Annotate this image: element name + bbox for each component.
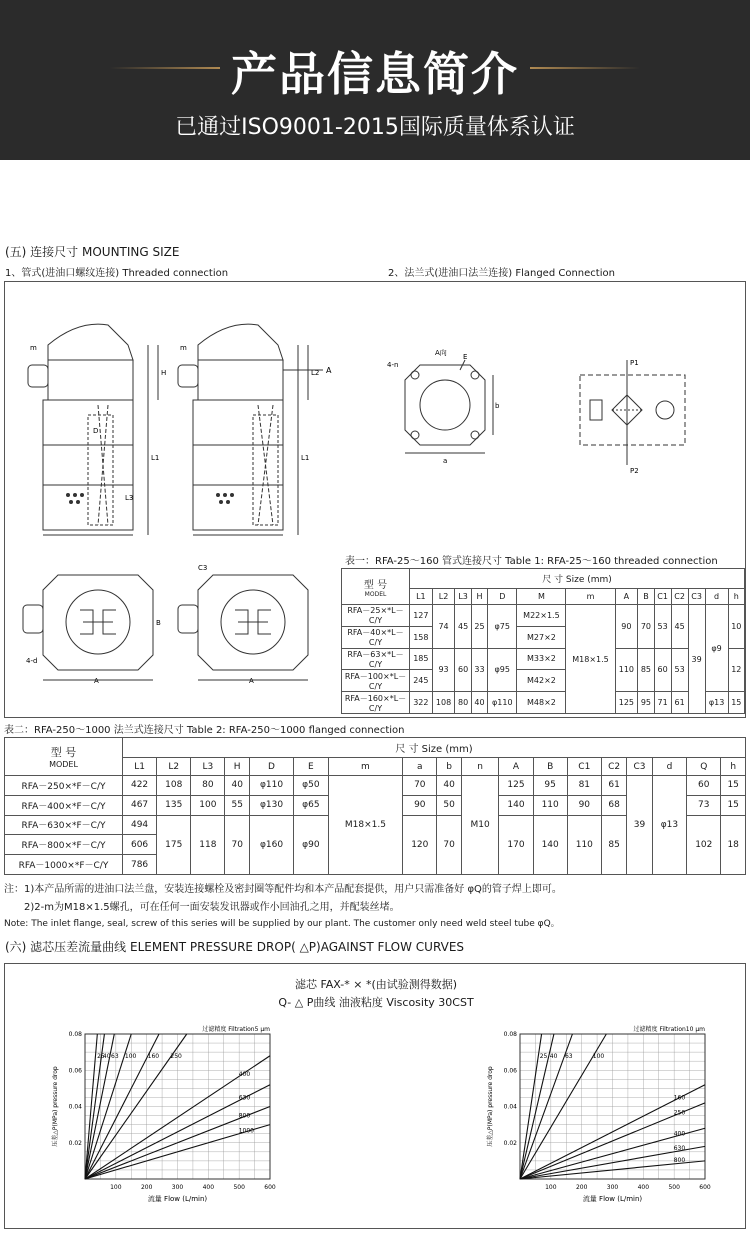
table-cell: 40: [471, 692, 487, 714]
table-row-model: RFA－100×*L－C/Y: [342, 670, 410, 692]
series-label-63: 63: [111, 1053, 119, 1061]
table-cell: M22×1.5: [517, 605, 566, 627]
table-cell: 100: [191, 795, 225, 815]
table-cell: M48×2: [517, 692, 566, 714]
label-a-arrow: A: [326, 366, 332, 375]
table-cell: φ65: [294, 795, 329, 815]
table-cell: 125: [499, 776, 533, 796]
table-row-model: RFA－1000×*F－C/Y: [5, 855, 123, 875]
table-cell: 70: [638, 605, 654, 649]
table2-col-A: A: [499, 758, 533, 776]
curve-title-2: Q- △ P曲线 油液粘度 Viscosity 30CST: [278, 996, 474, 1009]
table-cell: 73: [687, 795, 721, 815]
table-cell: 15: [728, 692, 744, 714]
table-cell: 170: [499, 815, 533, 874]
table-cell: 45: [671, 605, 688, 649]
table1-model-label: 型 号: [363, 579, 388, 591]
table1: [341, 568, 745, 714]
label-a-small: a: [443, 457, 448, 465]
table1-col-L1: L1: [410, 589, 433, 605]
label-a-view: A向: [435, 349, 447, 357]
table2-col-B: B: [533, 758, 567, 776]
banner-subtitle: 已通过ISO9001-2015国际质量体系认证: [175, 115, 575, 140]
table-row-model: RFA－160×*L－C/Y: [342, 692, 410, 714]
table2-col-L1: L1: [123, 758, 157, 776]
y-tick-label: 0.02: [503, 1139, 517, 1147]
y-tick-label: 0.08: [503, 1031, 517, 1038]
label-c3: C3: [198, 564, 208, 572]
table-cell: φ130: [249, 795, 293, 815]
curves-frame: [4, 963, 746, 1229]
note-2: 2)2-m为M18×1.5螺孔，可在任何一面安装发讯器或作小回油孔之用，并配装丝堵。: [24, 902, 400, 913]
label-l2-right: L2: [311, 369, 320, 377]
table1-model-header: [342, 569, 410, 605]
header-banner: [0, 0, 750, 160]
table-cell: 70: [437, 815, 461, 874]
table-cell: 95: [638, 692, 654, 714]
table-cell: 175: [157, 815, 191, 874]
series-label-25: 25: [97, 1053, 105, 1061]
table-cell: 606: [123, 835, 157, 855]
table2-col-a: a: [403, 758, 437, 776]
x-tick-label: 200: [140, 1184, 153, 1191]
x-axis-label: 流量 Flow (L/min): [147, 1195, 208, 1203]
table-cell: 786: [123, 855, 157, 875]
series-label-160: 160: [673, 1094, 686, 1102]
series-label-100: 100: [592, 1053, 605, 1061]
table-row-model: RFA－630×*F－C/Y: [5, 815, 123, 835]
x-tick-label: 400: [202, 1184, 215, 1191]
table-cell: φ90: [294, 815, 329, 874]
series-label-400: 400: [673, 1130, 686, 1138]
series-label-40: 40: [549, 1053, 558, 1061]
table2-model-label: 型 号: [50, 746, 77, 759]
table1-col-A: A: [615, 589, 638, 605]
table-row-model: RFA－400×*F－C/Y: [5, 795, 123, 815]
table-cell: 108: [432, 692, 455, 714]
x-tick-label: 300: [606, 1184, 619, 1191]
series-label-100: 100: [124, 1053, 137, 1061]
table-cell: 95: [533, 776, 567, 796]
x-tick-label: 500: [233, 1184, 245, 1191]
table-cell: 110: [567, 815, 601, 874]
table-cell: 25: [471, 605, 487, 649]
table-cell: 15: [721, 795, 746, 815]
table-cell: 12: [728, 648, 744, 692]
table1-col-h: h: [728, 589, 744, 605]
table-cell: 60: [455, 648, 471, 692]
table-cell: 85: [638, 648, 654, 692]
x-tick-label: 500: [668, 1184, 680, 1191]
table-cell: 55: [225, 795, 249, 815]
y-tick-label: 0.02: [68, 1139, 82, 1147]
table-cell: 90: [403, 795, 437, 815]
table-cell: φ110: [488, 692, 517, 714]
table1-col-m: m: [566, 589, 615, 605]
y-axis-label: 压差△P(MPa) pressure drop: [487, 1066, 494, 1147]
note-3: Note: The inlet flange, seal, screw of this series will be supplied by our plant. The customer only need weld steel tube φQ。: [4, 919, 560, 929]
table1-col-B: B: [638, 589, 654, 605]
table2-col-H: H: [225, 758, 249, 776]
table-cell: 70: [225, 815, 249, 874]
table2-col-Q: Q: [687, 758, 721, 776]
table-cell: φ160: [249, 815, 293, 874]
table1-col-C3: C3: [688, 589, 705, 605]
series-label-40: 40: [102, 1053, 111, 1061]
hydraulic-symbol: [575, 355, 695, 475]
table-cell: 18: [721, 815, 746, 874]
series-label-25: 25: [539, 1053, 548, 1061]
threaded-filter-top-views: [18, 560, 318, 685]
table2-col-L2: L2: [157, 758, 191, 776]
table2-col-L3: L3: [191, 758, 225, 776]
table-cell: φ13: [705, 692, 728, 714]
table-cell: 125: [615, 692, 638, 714]
table1-col-L2: L2: [432, 589, 455, 605]
table-cell: 60: [687, 776, 721, 796]
x-tick-label: 100: [110, 1184, 122, 1191]
series-label-160: 160: [147, 1053, 160, 1061]
table2-size-header: 尺 寸 Size (mm): [123, 738, 746, 758]
table-cell: φ75: [488, 605, 517, 649]
x-tick-label: 300: [171, 1184, 184, 1191]
banner-divider-right: [530, 67, 640, 69]
table-cell: 70: [403, 776, 437, 796]
label-h-left: H: [161, 369, 167, 377]
note-1: 注：1)本产品所需的进油口法兰盘，安装连接螺栓及密封圈等配件均和本产品配套提供，用户只需准备好 φQ的管子焊上即可。: [4, 884, 562, 895]
table-cell: M42×2: [517, 670, 566, 692]
table2: [4, 737, 746, 875]
table1-col-M: M: [517, 589, 566, 605]
table1-col-L3: L3: [455, 589, 471, 605]
table2-col-h: h: [721, 758, 746, 776]
table-cell: φ95: [488, 648, 517, 692]
curve-title-1: 滤芯 FAX-* × *(由试验测得数据): [294, 978, 458, 991]
chart-filtration-5um: [45, 1019, 285, 1219]
table-cell: 118: [191, 815, 225, 874]
table2-col-C1: C1: [567, 758, 601, 776]
table-cell: 158: [410, 626, 433, 648]
table-cell: 61: [601, 776, 626, 796]
chart-title: 过滤精度 Filtration10 μm: [633, 1026, 705, 1033]
table-cell: 140: [533, 815, 567, 874]
table-cell: 185: [410, 648, 433, 670]
table-cell: 85: [601, 815, 626, 874]
table-cell: 10: [728, 605, 744, 649]
table-cell: 39: [688, 605, 705, 714]
table-cell: 93: [432, 648, 455, 692]
table-cell: 110: [533, 795, 567, 815]
label-m-left: m: [30, 344, 37, 352]
chart-title: 过滤精度 Filtration5 μm: [202, 1026, 270, 1033]
table-cell: 467: [123, 795, 157, 815]
table1-col-C1: C1: [654, 589, 671, 605]
table-cell: 102: [687, 815, 721, 874]
series-label-630: 630: [673, 1145, 686, 1153]
series-label-250: 250: [673, 1109, 686, 1117]
table-cell: M10: [461, 776, 499, 875]
table-cell: 90: [567, 795, 601, 815]
table2-col-m: m: [328, 758, 403, 776]
table-cell: 15: [721, 776, 746, 796]
table2-model-en: MODEL: [49, 760, 78, 769]
table-cell: 40: [437, 776, 461, 796]
table-cell: 60: [654, 648, 671, 692]
table1-col-d: d: [705, 589, 728, 605]
table-cell: 110: [615, 648, 638, 692]
table-cell: φ50: [294, 776, 329, 796]
y-tick-label: 0.04: [503, 1103, 517, 1111]
table1-col-C2: C2: [671, 589, 688, 605]
table-cell: 108: [157, 776, 191, 796]
table-row-model: RFA－800×*F－C/Y: [5, 835, 123, 855]
table-cell: 40: [225, 776, 249, 796]
table-cell: 71: [654, 692, 671, 714]
label-a-top-left: A: [94, 677, 99, 685]
label-4n: 4-n: [387, 361, 399, 369]
label-d-left: D: [93, 427, 99, 435]
label-4d: 4-d: [26, 657, 38, 665]
label-b-top: B: [156, 619, 161, 627]
y-axis-label: 压差△P(MPa) pressure drop: [52, 1066, 59, 1147]
table1-model-en: MODEL: [364, 590, 387, 598]
table1-col-H: H: [471, 589, 487, 605]
section-mounting-heading: (五) 连接尺寸 MOUNTING SIZE: [5, 245, 180, 259]
x-tick-label: 400: [637, 1184, 650, 1191]
table-cell: 322: [410, 692, 433, 714]
series-label-630: 630: [238, 1094, 251, 1102]
table-cell: 53: [671, 648, 688, 692]
series-label-63: 63: [564, 1053, 573, 1061]
table2-col-C3: C3: [627, 758, 652, 776]
table-row-model: RFA－63×*L－C/Y: [342, 648, 410, 670]
x-tick-label: 600: [264, 1184, 276, 1191]
table-cell: 422: [123, 776, 157, 796]
label-l3-left: L3: [125, 494, 134, 502]
x-tick-label: 200: [575, 1184, 588, 1191]
table-cell: 39: [627, 776, 652, 875]
series-label-1000: 1000: [238, 1127, 254, 1135]
table-cell: 81: [567, 776, 601, 796]
table-cell: 135: [157, 795, 191, 815]
table-cell: 53: [654, 605, 671, 649]
flange-a-view: [385, 345, 505, 465]
chart-filtration-10um: [480, 1019, 720, 1219]
table-cell: 50: [437, 795, 461, 815]
flanged-connection-label: 2、法兰式(进油口法兰连接) Flanged Connection: [388, 268, 615, 279]
table2-caption: 表二：RFA-250～1000 法兰式连接尺寸 Table 2: RFA-250～1000 flanged connection: [4, 725, 405, 736]
table-row-model: RFA－25×*L－C/Y: [342, 605, 410, 627]
table-cell: φ110: [249, 776, 293, 796]
table2-model-header: [5, 738, 123, 776]
y-tick-label: 0.06: [68, 1067, 82, 1075]
table-cell: 74: [432, 605, 455, 649]
label-e: E: [463, 353, 468, 361]
table-cell: 140: [499, 795, 533, 815]
table-cell: 33: [471, 648, 487, 692]
table-cell: 245: [410, 670, 433, 692]
table1-size-header: 尺 寸 Size (mm): [410, 569, 745, 589]
table2-col-D: D: [249, 758, 293, 776]
table-cell: 120: [403, 815, 437, 874]
table2-col-n: n: [461, 758, 499, 776]
table-cell: 90: [615, 605, 638, 649]
banner-title: 产品信息简介: [231, 47, 519, 101]
series-label-400: 400: [238, 1070, 251, 1078]
series-label-250: 250: [170, 1053, 182, 1061]
table-row-model: RFA－40×*L－C/Y: [342, 626, 410, 648]
table-cell: 127: [410, 605, 433, 627]
y-tick-label: 0.06: [503, 1067, 517, 1075]
table-cell: M18×1.5: [566, 605, 615, 714]
table-cell: M33×2: [517, 648, 566, 670]
series-label-800: 800: [238, 1112, 251, 1120]
table1-col-D: D: [488, 589, 517, 605]
table-cell: 68: [601, 795, 626, 815]
table2-col-C2: C2: [601, 758, 626, 776]
table1-caption: 表一：RFA-25～160 管式连接尺寸 Table 1: RFA-25～160 threaded connection: [345, 556, 718, 567]
section-curves-heading: (六) 滤芯压差流量曲线 ELEMENT PRESSURE DROP( △P)AGAINST FLOW CURVES: [5, 940, 465, 954]
table-cell: M27×2: [517, 626, 566, 648]
y-tick-label: 0.08: [68, 1031, 82, 1038]
table2-col-E: E: [294, 758, 329, 776]
table-cell: 80: [191, 776, 225, 796]
table-row-model: RFA－250×*F－C/Y: [5, 776, 123, 796]
table-cell: 61: [671, 692, 688, 714]
table-cell: φ13: [652, 776, 687, 875]
series-label-800: 800: [673, 1157, 686, 1165]
table-cell: 45: [455, 605, 471, 649]
table-cell: M18×1.5: [328, 776, 403, 875]
table-cell: 80: [455, 692, 471, 714]
y-tick-label: 0.04: [68, 1103, 82, 1111]
label-m-right: m: [180, 344, 187, 352]
x-tick-label: 600: [699, 1184, 711, 1191]
label-a-top-right: A: [249, 677, 254, 685]
table2-col-b: b: [437, 758, 461, 776]
label-l1-right: L1: [301, 454, 310, 462]
label-p2: P2: [630, 467, 639, 475]
label-b-small: b: [495, 402, 500, 410]
table-cell: 494: [123, 815, 157, 835]
table-cell: φ9: [705, 605, 728, 692]
x-tick-label: 100: [545, 1184, 557, 1191]
threaded-filter-side-views: [8, 285, 338, 555]
x-axis-label: 流量 Flow (L/min): [582, 1195, 643, 1203]
threaded-connection-label: 1、管式(进油口螺纹连接) Threaded connection: [5, 268, 229, 279]
label-l1-left: L1: [151, 454, 160, 462]
table2-col-d: d: [652, 758, 687, 776]
label-p1: P1: [630, 359, 639, 367]
